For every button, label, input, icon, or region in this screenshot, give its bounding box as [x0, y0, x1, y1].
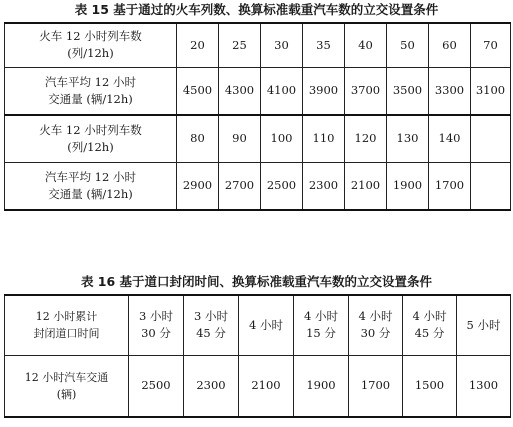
table-cell-line: 1300: [468, 378, 499, 393]
table-row: [5, 67, 511, 115]
table-cell: 2300: [303, 162, 345, 210]
table-cell: [403, 355, 457, 417]
table-row: [5, 23, 511, 67]
table-cell: 40: [345, 23, 387, 67]
table-cell: [294, 295, 349, 355]
table-16-title: 表 16 基于道口封闭时间、换算标准载重汽车数的立交设置条件: [80, 274, 433, 289]
table-16: [4, 294, 511, 418]
table-cell: 90: [219, 115, 261, 162]
table-cell: 2700: [219, 162, 261, 210]
table-row: [5, 115, 511, 162]
table-cell: 3900: [303, 67, 345, 115]
row-header-line: 12 小时累计: [35, 310, 98, 324]
row-header: [5, 67, 177, 115]
table-cell: 4500: [177, 67, 219, 115]
row-header-line: 交通量 (辆/12h): [48, 91, 133, 106]
table-cell-line: 15 分: [306, 326, 336, 341]
table-cell: 35: [303, 23, 345, 67]
table-cell-line: 1700: [360, 378, 391, 393]
table-cell-line: 5 小时: [466, 317, 501, 332]
table-cell: 3300: [429, 67, 471, 115]
table-cell: 110: [303, 115, 345, 162]
table-cell: 1700: [429, 162, 471, 210]
row-header-line: (辆): [56, 387, 77, 401]
table-cell-line: 2100: [251, 378, 281, 393]
row-header: [5, 115, 177, 162]
table-cell: [349, 355, 403, 417]
table-cell: 100: [261, 115, 303, 162]
table-15: [4, 22, 511, 211]
table-cell-line: 1900: [306, 378, 336, 393]
table-cell: [457, 355, 511, 417]
table-cell-line: 4 小时: [304, 309, 338, 324]
table-cell: [349, 295, 403, 355]
table-cell: 140: [429, 115, 471, 162]
table-cell-line: 4 小时: [358, 309, 393, 324]
table-cell: [403, 295, 457, 355]
table-cell-line: 30 分: [141, 326, 171, 341]
table-row: [5, 355, 511, 417]
table-cell: 80: [177, 115, 219, 162]
row-header-line: 汽车平均 12 小时: [45, 169, 136, 184]
table-cell-line: 3 小时: [139, 309, 173, 324]
table-cell-line: 3 小时: [194, 309, 228, 324]
table-cell-line: 2300: [196, 378, 226, 393]
table-cell: 50: [387, 23, 429, 67]
table-cell-line: 2500: [141, 378, 171, 393]
table-cell: [457, 295, 511, 355]
table-cell: [294, 355, 349, 417]
table-15-title: 表 15 基于通过的火车列数、换算标准载重汽车数的立交设置条件: [74, 2, 439, 17]
table-cell: 2100: [345, 162, 387, 210]
table-cell-line: 1500: [414, 378, 445, 393]
table-cell-line: 4 小时: [412, 309, 447, 324]
row-header: [5, 295, 129, 355]
row-header-line: 汽车平均 12 小时: [45, 74, 136, 89]
table-cell: 120: [345, 115, 387, 162]
table-cell: 20: [177, 23, 219, 67]
table-cell: [239, 355, 294, 417]
table-cell: 4300: [219, 67, 261, 115]
table-cell: [129, 355, 184, 417]
table-cell: 30: [261, 23, 303, 67]
table-cell: [129, 295, 184, 355]
row-header-line: 火车 12 小时列车数: [39, 122, 142, 137]
table-cell: [471, 162, 511, 210]
table-cell-line: 45 分: [414, 326, 445, 341]
row-header-line: 12 小时汽车交通: [24, 370, 109, 384]
table-cell: [471, 115, 511, 162]
table-cell: 3500: [387, 67, 429, 115]
row-header-line: 交通量 (辆/12h): [48, 186, 133, 201]
row-header: [5, 162, 177, 210]
table-row: [5, 295, 511, 355]
table-cell: 4100: [261, 67, 303, 115]
row-header-line: 封闭道口时间: [33, 327, 100, 341]
table-cell: 25: [219, 23, 261, 67]
table-cell: 3700: [345, 67, 387, 115]
row-header-line: (列/12h): [67, 139, 114, 154]
table-cell: 70: [471, 23, 511, 67]
row-header-line: 火车 12 小时列车数: [39, 29, 142, 44]
table-cell: [184, 295, 239, 355]
table-cell-line: 45 分: [196, 326, 226, 341]
row-header-line: (列/12h): [67, 46, 114, 61]
table-cell: 3100: [471, 67, 511, 115]
table-cell-line: 30 分: [360, 326, 391, 341]
table-cell: 2900: [177, 162, 219, 210]
table-cell: [239, 295, 294, 355]
table-cell: 1900: [387, 162, 429, 210]
table-cell: 2500: [261, 162, 303, 210]
table-cell: 60: [429, 23, 471, 67]
table-cell: 130: [387, 115, 429, 162]
table-row: [5, 162, 511, 210]
row-header: [5, 23, 177, 67]
table-cell-line: 4 小时: [249, 317, 283, 332]
table-cell: [184, 355, 239, 417]
row-header: [5, 355, 129, 417]
